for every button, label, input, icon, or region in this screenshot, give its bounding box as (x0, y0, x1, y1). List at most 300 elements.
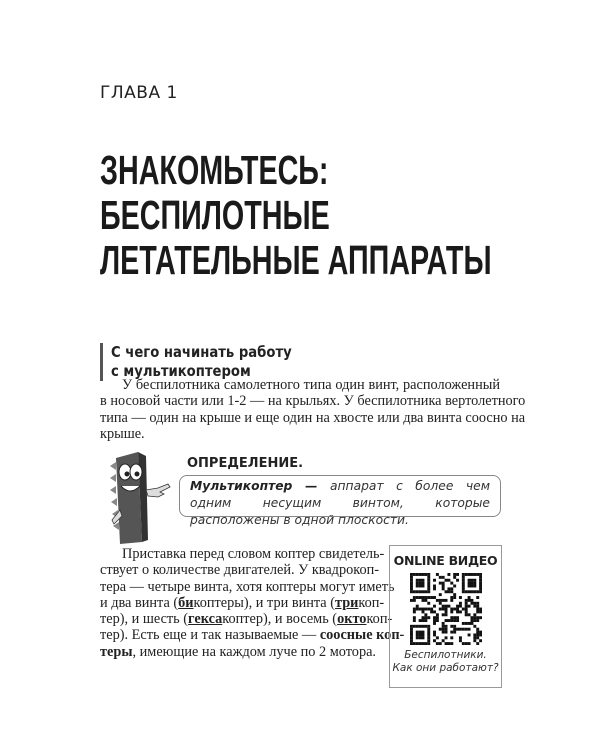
qr-module (427, 582, 430, 585)
qr-module (433, 631, 436, 634)
qr-module (412, 616, 415, 619)
qr-module (479, 616, 482, 619)
qr-module (438, 582, 441, 585)
qr-module (438, 642, 441, 645)
qr-module (412, 642, 415, 645)
qr-module (453, 631, 456, 634)
qr-module (473, 573, 476, 576)
qr-module (427, 573, 430, 576)
qr-module (433, 587, 436, 590)
qr-module (464, 622, 467, 625)
qr-module (433, 619, 436, 622)
qr-module (450, 590, 453, 593)
qr-module (435, 616, 438, 619)
qr-module (479, 633, 482, 636)
qr-module (441, 582, 444, 585)
qr-module (444, 599, 447, 602)
qr-module (441, 639, 444, 642)
qr-module (453, 619, 456, 622)
qr-module (441, 625, 444, 628)
qr-module (473, 625, 476, 628)
qr-module (427, 628, 430, 631)
qr-module (444, 619, 447, 622)
qr-module (453, 625, 456, 628)
qr-module (473, 619, 476, 622)
mascot-illustration (108, 450, 178, 545)
qr-module (467, 590, 470, 593)
qr-module (415, 585, 418, 588)
qr-module (450, 636, 453, 639)
qr-module (424, 596, 427, 599)
prefix-octo: окто (337, 611, 367, 628)
qr-module (456, 608, 459, 611)
qr-module (427, 631, 430, 634)
qr-module (433, 616, 436, 619)
qr-module (456, 619, 459, 622)
qr-module (415, 631, 418, 634)
qr-module (456, 628, 459, 631)
qr-module (476, 616, 479, 619)
qr-module (424, 619, 427, 622)
qr-module (427, 639, 430, 642)
qr-module (458, 628, 461, 631)
definition-box (179, 475, 501, 527)
qr-module (410, 639, 413, 642)
qr-module (418, 596, 421, 599)
qr-module (424, 613, 427, 616)
qr-module (447, 605, 450, 608)
qr-module (470, 582, 473, 585)
prefix-hexa: гекса (188, 611, 223, 628)
qr-module (427, 642, 430, 645)
qr-module (424, 616, 427, 619)
qr-module (479, 590, 482, 593)
qr-module (479, 585, 482, 588)
section-heading-line: с мультикоптером (111, 362, 251, 380)
qr-module (453, 596, 456, 599)
qr-module (444, 605, 447, 608)
qr-module (461, 582, 464, 585)
qr-module (424, 590, 427, 593)
qr-module (427, 633, 430, 636)
qr-module (421, 599, 424, 602)
qr-module (470, 573, 473, 576)
qr-module (435, 613, 438, 616)
qr-module (415, 573, 418, 576)
qr-module (418, 625, 421, 628)
qr-module (470, 602, 473, 605)
qr-module (430, 608, 433, 611)
qr-module (450, 619, 453, 622)
qr-module (456, 605, 459, 608)
qr-module (438, 599, 441, 602)
qr-module (418, 619, 421, 622)
qr-module (456, 573, 459, 576)
qr-module (473, 636, 476, 639)
qr-module (427, 616, 430, 619)
qr-module (421, 631, 424, 634)
qr-module (441, 608, 444, 611)
qr-module (430, 610, 433, 613)
qr-module (427, 596, 430, 599)
qr-module (464, 602, 467, 605)
text-line: ствует о количестве двигателей. У квадрокоп- (100, 562, 380, 579)
qr-module (447, 590, 450, 593)
qr-module (473, 613, 476, 616)
qr-module (450, 625, 453, 628)
qr-module (464, 605, 467, 608)
qr-module (461, 585, 464, 588)
qr-module (441, 599, 444, 602)
qr-module (467, 605, 470, 608)
qr-module (444, 642, 447, 645)
qr-module (467, 622, 470, 625)
qr-module (458, 605, 461, 608)
qr-module (456, 610, 459, 613)
qr-module (435, 573, 438, 576)
qr-module (450, 608, 453, 611)
qr-module (476, 636, 479, 639)
qr-module (433, 610, 436, 613)
qr-module (453, 573, 456, 576)
qr-module (427, 579, 430, 582)
qr-module (444, 625, 447, 628)
qr-module (476, 628, 479, 631)
qr-module (458, 602, 461, 605)
qr-module (467, 613, 470, 616)
qr-module (461, 573, 464, 576)
qr-module (453, 608, 456, 611)
qr-module (418, 642, 421, 645)
text-line: типа — один на крыше и еще один на хвосте или два винта соосно на (100, 409, 526, 426)
qr-module (441, 622, 444, 625)
chapter-title (100, 148, 520, 283)
text-line (100, 627, 405, 644)
qr-module (410, 573, 413, 576)
qr-module (427, 608, 430, 611)
text-line: тера — четыре винта, хотя коптеры могут иметь (100, 578, 395, 595)
qr-module (444, 610, 447, 613)
qr-module (450, 610, 453, 613)
qr-module (464, 599, 467, 602)
qr-module (427, 585, 430, 588)
qr-module (421, 619, 424, 622)
qr-module (427, 636, 430, 639)
qr-module (433, 639, 436, 642)
qr-module (441, 605, 444, 608)
text: коптер), и восемь ( (222, 611, 338, 628)
qr-module (421, 616, 424, 619)
qr-module (479, 631, 482, 634)
text-line: У беспилотника самолетного типа один винт, расположенный (122, 377, 500, 393)
qr-module (473, 616, 476, 619)
qr-module (473, 582, 476, 585)
qr-module (433, 579, 436, 582)
qr-module (412, 590, 415, 593)
qr-module (427, 590, 430, 593)
caption-line: Как они работают? (392, 662, 499, 674)
qr-module (410, 631, 413, 634)
qr-module (444, 631, 447, 634)
qr-module (470, 616, 473, 619)
paragraph-intro (100, 377, 526, 442)
section-heading-line: С чего начинать работу (111, 343, 292, 361)
qr-module (461, 628, 464, 631)
qr-module (467, 585, 470, 588)
qr-module (467, 642, 470, 645)
bold-term: соосные коп- (319, 627, 405, 644)
qr-code-icon[interactable] (410, 573, 482, 645)
qr-module (424, 608, 427, 611)
qr-module (461, 587, 464, 590)
qr-module (450, 596, 453, 599)
qr-module (464, 590, 467, 593)
online-video-title: ONLINE ВИДЕО (393, 553, 498, 568)
qr-module (410, 585, 413, 588)
qr-module (435, 636, 438, 639)
qr-module (470, 622, 473, 625)
qr-module (450, 631, 453, 634)
qr-module (441, 576, 444, 579)
qr-module (418, 608, 421, 611)
qr-module (479, 582, 482, 585)
qr-module (438, 602, 441, 605)
qr-module (441, 613, 444, 616)
qr-module (412, 596, 415, 599)
qr-module (444, 608, 447, 611)
qr-module (421, 642, 424, 645)
qr-module (444, 636, 447, 639)
text-line (100, 594, 385, 611)
qr-module (435, 599, 438, 602)
qr-module (444, 613, 447, 616)
qr-module (412, 573, 415, 576)
qr-module (464, 628, 467, 631)
qr-module (415, 605, 418, 608)
qr-module (418, 573, 421, 576)
qr-module (473, 579, 476, 582)
qr-module (433, 605, 436, 608)
qr-module (450, 587, 453, 590)
qr-module (435, 642, 438, 645)
qr-module (458, 639, 461, 642)
qr-module (438, 593, 441, 596)
qr-module (470, 579, 473, 582)
qr-module (421, 596, 424, 599)
qr-module (479, 639, 482, 642)
qr-module (453, 585, 456, 588)
qr-module (476, 605, 479, 608)
qr-module (467, 633, 470, 636)
qr-module (441, 585, 444, 588)
qr-module (415, 590, 418, 593)
qr-module (421, 590, 424, 593)
qr-module (421, 585, 424, 588)
text-line (100, 611, 393, 628)
text: и два винта ( (100, 594, 179, 611)
qr-module (415, 582, 418, 585)
qr-module (415, 636, 418, 639)
qr-module (447, 642, 450, 645)
qr-module (421, 573, 424, 576)
online-video-caption (390, 649, 501, 675)
qr-module (415, 633, 418, 636)
qr-module (473, 605, 476, 608)
qr-module (453, 628, 456, 631)
text-line: в носовой части или 1-2 — на крыльях. У беспилотника вертолетного (100, 393, 526, 410)
qr-module (479, 573, 482, 576)
qr-module (410, 625, 413, 628)
qr-module (410, 636, 413, 639)
qr-module (473, 585, 476, 588)
qr-module (415, 579, 418, 582)
qr-module (427, 602, 430, 605)
qr-module (447, 619, 450, 622)
title-line: ЗНАКОМЬТЕСЬ: (100, 147, 329, 193)
qr-module (470, 599, 473, 602)
qr-module (479, 610, 482, 613)
qr-module (467, 599, 470, 602)
qr-module (461, 642, 464, 645)
qr-module (441, 628, 444, 631)
qr-module (424, 625, 427, 628)
qr-module (470, 590, 473, 593)
qr-module (433, 633, 436, 636)
prefix-bi: би (178, 594, 194, 611)
text-line: Приставка перед словом коптер свидетель- (122, 546, 385, 562)
qr-module (476, 608, 479, 611)
bold-term: теры (100, 643, 133, 660)
qr-module (461, 576, 464, 579)
qr-module (464, 610, 467, 613)
definition-text: аппарат с более чем одним несущим винтом, которые расположены в одной плоскости. (190, 479, 490, 527)
qr-module (418, 631, 421, 634)
text-line: крыше. (100, 425, 145, 442)
qr-module (410, 587, 413, 590)
qr-module (453, 576, 456, 579)
qr-module (410, 642, 413, 645)
qr-module (450, 642, 453, 645)
qr-module (412, 619, 415, 622)
prefix-tri: три (335, 594, 359, 611)
qr-module (467, 573, 470, 576)
text: коптеры), и три винта ( (193, 594, 335, 611)
qr-module (473, 590, 476, 593)
qr-module (470, 619, 473, 622)
qr-module (476, 596, 479, 599)
qr-module (418, 633, 421, 636)
qr-module (450, 616, 453, 619)
qr-module (435, 619, 438, 622)
qr-module (410, 590, 413, 593)
text: , имеющие на каждом луче по 2 мотора. (132, 643, 377, 660)
qr-module (418, 585, 421, 588)
qr-module (421, 610, 424, 613)
qr-module (453, 593, 456, 596)
qr-module (467, 596, 470, 599)
qr-module (424, 599, 427, 602)
qr-module (476, 590, 479, 593)
qr-module (424, 573, 427, 576)
qr-module (427, 625, 430, 628)
qr-module (441, 631, 444, 634)
qr-module (447, 579, 450, 582)
qr-module (433, 596, 436, 599)
qr-module (438, 576, 441, 579)
qr-module (444, 628, 447, 631)
qr-module (467, 582, 470, 585)
qr-module (458, 596, 461, 599)
qr-module (418, 590, 421, 593)
qr-module (479, 587, 482, 590)
qr-module (412, 608, 415, 611)
title-line: БЕСПИЛОТНЫЕ (100, 192, 330, 238)
qr-module (444, 590, 447, 593)
qr-module (447, 587, 450, 590)
qr-module (410, 599, 413, 602)
qr-module (456, 616, 459, 619)
qr-module (464, 613, 467, 616)
text-line (100, 644, 376, 660)
qr-module (415, 608, 418, 611)
text: тер), и шесть ( (100, 611, 189, 628)
qr-module (476, 642, 479, 645)
qr-module (418, 582, 421, 585)
qr-module (467, 579, 470, 582)
qr-module (479, 576, 482, 579)
qr-module (415, 596, 418, 599)
qr-module (476, 610, 479, 613)
qr-module (447, 573, 450, 576)
qr-module (433, 585, 436, 588)
qr-module (458, 610, 461, 613)
qr-module (476, 573, 479, 576)
text: коп- (358, 594, 385, 611)
qr-module (470, 585, 473, 588)
qr-module (410, 576, 413, 579)
text: тер). Есть еще и так называемые — (100, 627, 320, 644)
caption-line: Беспилотники. (404, 649, 487, 661)
qr-module (476, 602, 479, 605)
qr-module (444, 579, 447, 582)
qr-module (461, 579, 464, 582)
qr-module (473, 639, 476, 642)
section-heading (100, 343, 316, 381)
qr-module (418, 579, 421, 582)
qr-module (441, 587, 444, 590)
qr-module (412, 599, 415, 602)
qr-module (479, 579, 482, 582)
qr-module (412, 610, 415, 613)
qr-module (421, 636, 424, 639)
qr-module (461, 590, 464, 593)
qr-module (418, 636, 421, 639)
qr-module (424, 642, 427, 645)
qr-module (421, 625, 424, 628)
qr-module (476, 619, 479, 622)
qr-module (461, 608, 464, 611)
qr-module (464, 608, 467, 611)
qr-module (410, 582, 413, 585)
qr-module (450, 582, 453, 585)
qr-module (430, 596, 433, 599)
qr-module (421, 608, 424, 611)
qr-module (473, 602, 476, 605)
title-line: ЛЕТАТЕЛЬНЫЕ АППАРАТЫ (100, 237, 492, 283)
qr-module (456, 579, 459, 582)
qr-module (476, 633, 479, 636)
qr-module (453, 616, 456, 619)
